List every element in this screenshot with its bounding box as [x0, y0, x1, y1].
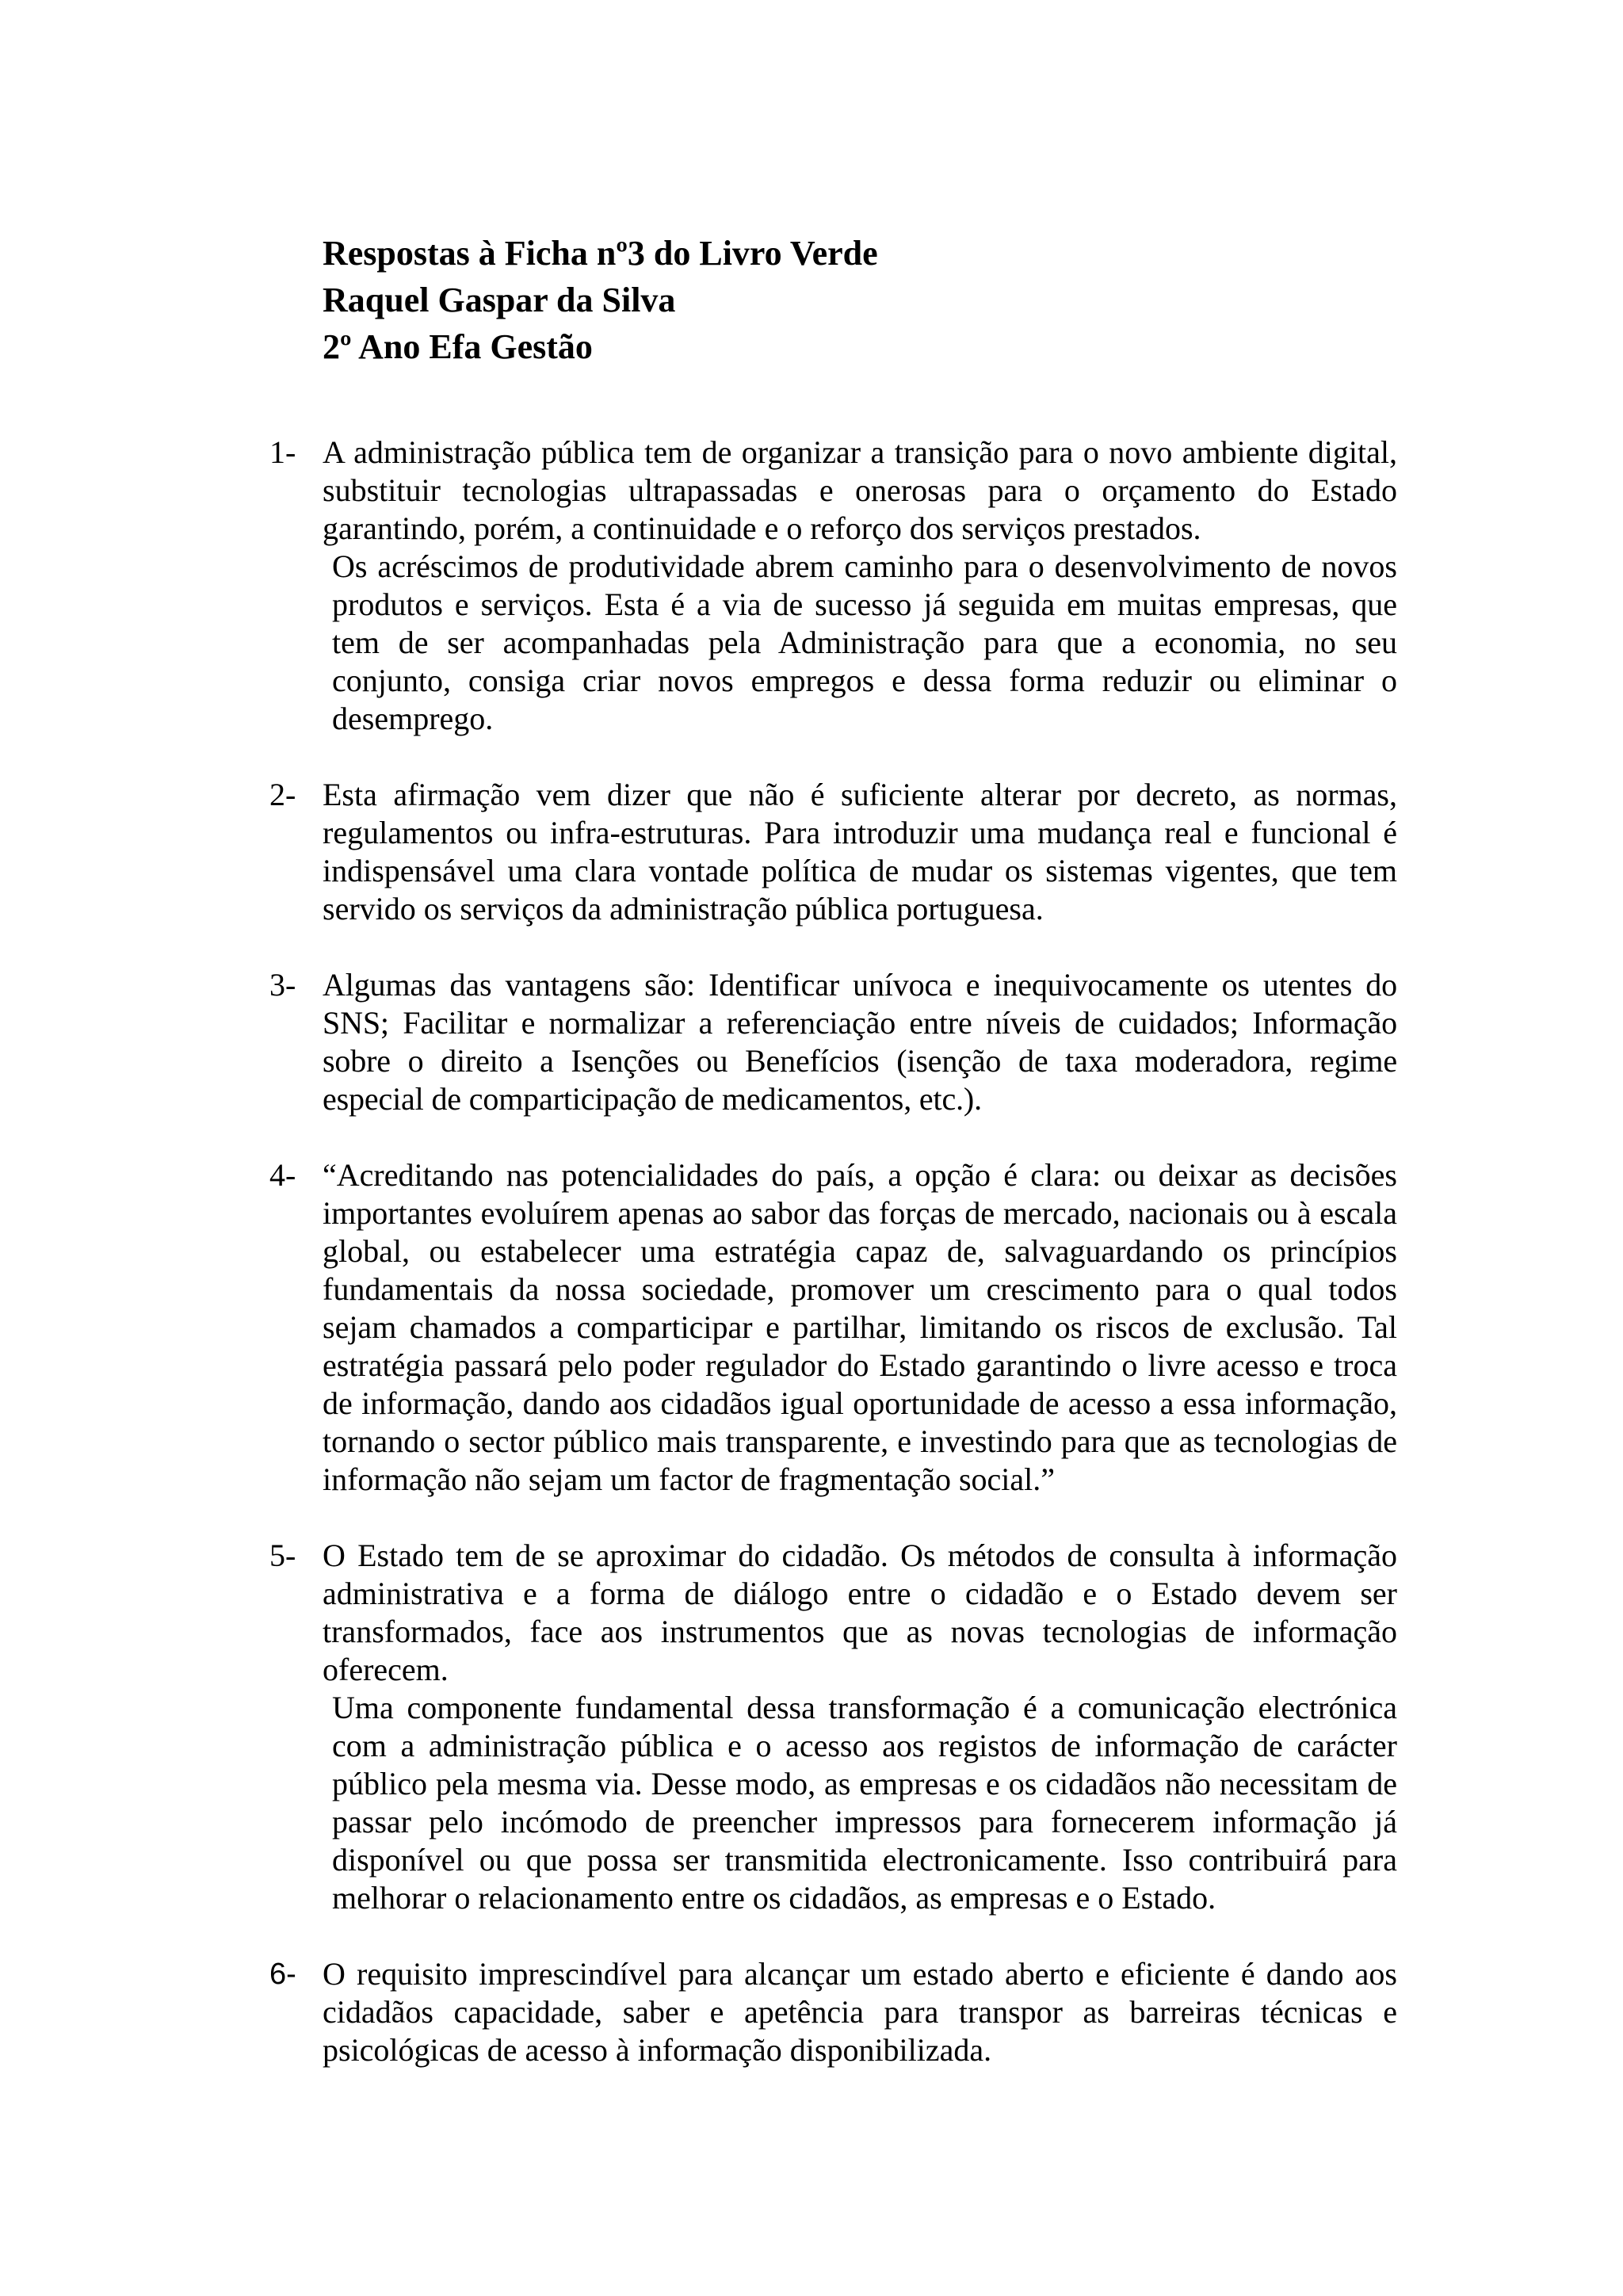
answer-paragraph: O requisito imprescindível para alcançar um estado aberto e eficiente é dando aos cidadãos capacidade, saber e apetência para transpor as barreiras técnicas e psicológicas de acesso à informação disponibilizada. [323, 1956, 1397, 2068]
answer-paragraph: “Acreditando nas potencialidades do país, a opção é clara: ou deixar as decisões importantes evoluírem apenas ao sabor das forças de mercado, nacionais ou à escala global, ou estabelecer uma estratégia capaz de, salvaguardando os princípios fundamentais da nossa sociedade, promover um crescimento para o qual todos sejam chamados a comparticipar e partilhar, limitando os riscos de exclusão. Tal estratégia passará pelo poder regulador do Estado garantindo o livre acesso e troca de informação, dando aos cidadãos igual oportunidade de acesso a essa informação, tornando o sector público mais transparente, e investindo para que as tecnologias de informação não sejam um factor de fragmentação social.” [323, 1157, 1397, 1497]
answer-paragraph: O Estado tem de se aproximar do cidadão. Os métodos de consulta à informação administrativa e a forma de diálogo entre o cidadão e o Estado devem ser transformados, face aos instrumentos que as novas tecnologias de informação oferecem. [323, 1538, 1397, 1687]
answer-number: 3- [269, 967, 296, 1003]
answer-item-5 [0, 1537, 1623, 1917]
answer-paragraph: Esta afirmação vem dizer que não é suficiente alterar por decreto, as normas, regulamentos ou infra-estruturas. Para introduzir uma mudança real e funcional é indispensável uma clara vontade política de mudar os sistemas vigentes, que tem servido os serviços da administração pública portuguesa. [323, 777, 1397, 926]
answer-number: 5- [269, 1538, 296, 1573]
answer-paragraph: Uma componente fundamental dessa transformação é a comunicação electrónica com a administração pública e o acesso aos registos de informação de carácter público pela mesma via. Desse modo, as empresas e os cidadãos não necessitam de passar pelo incómodo de preencher impressos para fornecerem informação já disponível ou que possa ser transmitida electronicamente. Isso contribuirá para melhorar o relacionamento entre os cidadãos, as empresas e o Estado. [332, 1690, 1397, 1916]
answer-paragraph: Algumas das vantagens são: Identificar unívoca e inequivocamente os utentes do SNS; Facilitar e normalizar a referenciação entre níveis de cuidados; Informação sobre o direito a Isenções ou Benefícios (isenção de taxa moderadora, regime especial de comparticipação de medicamentos, etc.). [323, 967, 1397, 1117]
answer-body [323, 966, 1397, 1118]
answer-number: 2- [269, 777, 296, 812]
course-year: 2º Ano Efa Gestão [323, 327, 593, 366]
answer-item-6 [0, 1955, 1623, 2069]
answer-paragraph: A administração pública tem de organizar a transição para o novo ambiente digital, substituir tecnologias ultrapassadas e onerosas para o orçamento do Estado garantindo, porém, a continuidade e o reforço dos serviços prestados. [323, 434, 1397, 546]
author-name: Raquel Gaspar da Silva [323, 281, 676, 319]
answer-body [323, 434, 1397, 738]
answer-number: 1- [269, 434, 296, 470]
answer-paragraph: Os acréscimos de produtividade abrem caminho para o desenvolvimento de novos produtos e serviços. Esta é a via de sucesso já seguida em muitas empresas, que tem de ser acompanhadas pela Administração para que a economia, no seu conjunto, consiga criar novos empregos e dessa forma reduzir ou eliminar o desemprego. [332, 548, 1397, 736]
answer-item-4 [0, 1156, 1623, 1499]
answer-number: 4- [269, 1157, 296, 1193]
answer-body [323, 1955, 1397, 2069]
answer-item-2 [0, 776, 1623, 928]
answer-item-1 [0, 434, 1623, 738]
document-title: Respostas à Ficha nº3 do Livro Verde [323, 234, 878, 273]
answers-list [0, 434, 1623, 2107]
document-header [323, 230, 1432, 370]
answer-body [323, 776, 1397, 928]
answer-number: 6- [269, 1958, 296, 1991]
answer-body [323, 1156, 1397, 1499]
answer-body [323, 1537, 1397, 1917]
answer-item-3 [0, 966, 1623, 1118]
